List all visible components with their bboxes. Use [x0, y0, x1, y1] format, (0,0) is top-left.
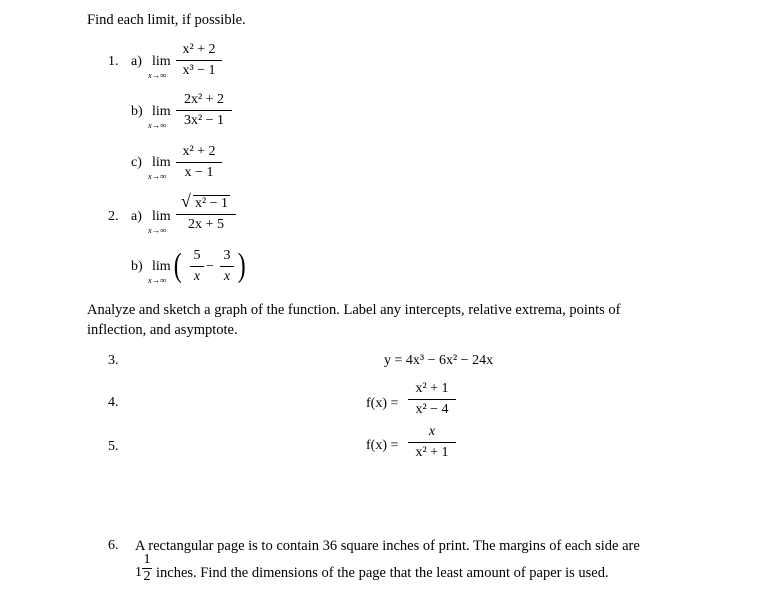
- fraction-5: [408, 424, 456, 461]
- denominator-1b: 3x² − 1: [183, 113, 225, 128]
- lim-subscript: x→∞: [148, 171, 167, 181]
- numerator-1c: x² + 2: [182, 144, 216, 159]
- denominator-1a: x³ − 1: [182, 63, 216, 78]
- lim-subscript: x→∞: [148, 275, 167, 285]
- part-label-2a: a): [131, 209, 142, 224]
- fraction-bar: [190, 266, 204, 267]
- lim-subscript: x→∞: [148, 70, 167, 80]
- right-paren: ): [237, 247, 246, 284]
- function-lhs-5: f(x) =: [366, 438, 399, 453]
- part-label-1c: c): [131, 155, 142, 170]
- function-lhs-4: f(x) =: [366, 396, 399, 411]
- instructions-heading: Find each limit, if possible.: [87, 12, 246, 28]
- denominator-2b-2: x: [223, 269, 231, 284]
- mixed-denominator: 2: [143, 569, 151, 584]
- fraction-bar: [408, 399, 456, 400]
- fraction-bar: [176, 214, 236, 215]
- problem-number-6: 6.: [108, 538, 119, 553]
- part-label-2b: b): [131, 259, 143, 274]
- problem-number-5: 5.: [108, 439, 119, 454]
- denominator-2a: 2x + 5: [188, 217, 224, 232]
- equation-3: y = 4x³ − 6x² − 24x: [384, 353, 494, 368]
- problem-number-3: 3.: [108, 353, 119, 368]
- part-label-1a: a): [131, 54, 142, 69]
- fraction-bar: [176, 162, 222, 163]
- numerator-1b: 2x² + 2: [183, 92, 225, 107]
- denominator-5: x² + 1: [415, 445, 449, 460]
- numerator-1a: x² + 2: [182, 42, 216, 57]
- fraction-bar: [176, 110, 232, 111]
- fraction-1c: [176, 144, 222, 181]
- numerator-2b-1: 5: [193, 248, 201, 263]
- lim-subscript: x→∞: [148, 120, 167, 130]
- problem-6-line1: A rectangular page is to contain 36 square inches of print. The margins of each side are: [135, 538, 640, 554]
- problem-6-line2: inches. Find the dimensions of the page that the least amount of paper is used.: [156, 565, 609, 581]
- section2-intro-line1: Analyze and sketch a graph of the function. Label any intercepts, relative extrema, points of: [87, 302, 621, 318]
- mixed-number-fraction: [142, 553, 152, 584]
- lim-text: lim: [152, 155, 171, 170]
- square-root: [182, 196, 230, 212]
- denominator-4: x² − 4: [415, 402, 449, 417]
- fraction-1a: [176, 42, 222, 79]
- fraction-2a: [176, 196, 236, 233]
- section2-intro-line2: inflection, and asymptote.: [87, 322, 238, 338]
- fraction-1b: [176, 92, 232, 129]
- fraction-2b-term2: [220, 248, 234, 285]
- fraction-4: [408, 381, 456, 418]
- problem-number-1: 1.: [108, 54, 119, 69]
- left-paren: (: [173, 247, 182, 284]
- minus-sign: −: [206, 259, 214, 274]
- lim-text: lim: [152, 54, 171, 69]
- numerator-4: x² + 1: [415, 381, 449, 396]
- problem-number-4: 4.: [108, 395, 119, 410]
- radicand-2a: x² − 1: [194, 196, 229, 211]
- lim-text: lim: [152, 209, 171, 224]
- fraction-bar: [176, 60, 222, 61]
- lim-subscript: x→∞: [148, 225, 167, 235]
- lim-text: lim: [152, 104, 171, 119]
- lim-text: lim: [152, 259, 171, 274]
- numerator-2b-2: 3: [223, 248, 231, 263]
- denominator-1c: x − 1: [184, 165, 214, 180]
- mixed-number-whole: 1: [135, 565, 142, 580]
- denominator-2b-1: x: [193, 269, 201, 284]
- numerator-5: x: [428, 424, 436, 439]
- fraction-2b-term1: [190, 248, 204, 285]
- fraction-bar: [408, 442, 456, 443]
- problem-number-2: 2.: [108, 209, 119, 224]
- mixed-numerator: 1: [143, 552, 151, 567]
- fraction-bar: [220, 266, 234, 267]
- numerator-2a: [176, 196, 236, 212]
- part-label-1b: b): [131, 104, 143, 119]
